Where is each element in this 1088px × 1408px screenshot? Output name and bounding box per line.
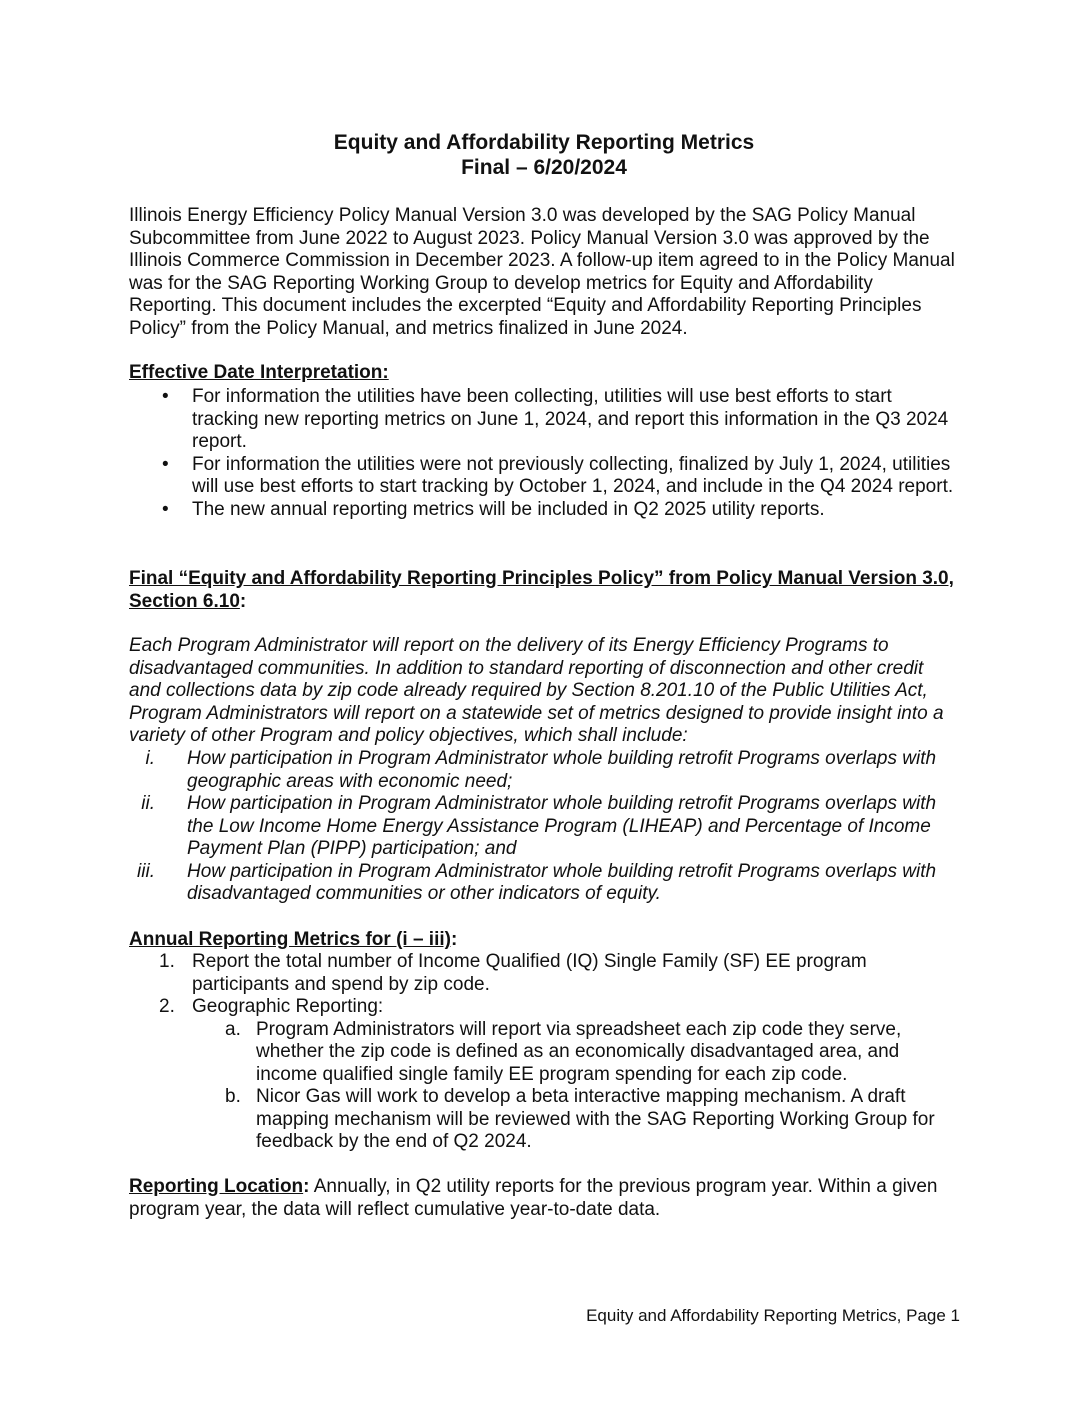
annual-metrics-list: [129, 951, 959, 1154]
list-item: [129, 951, 959, 996]
list-item-text: Report the total number of Income Qualified (IQ) Single Family (SF) EE program participants and spend by zip code.: [192, 951, 867, 995]
annual-metrics-heading-text: Annual Reporting Metrics for (i – iii): [129, 929, 451, 950]
list-item-number: i.: [145, 748, 155, 769]
list-item-number: ii.: [141, 793, 155, 814]
reporting-location-text: Annually, in Q2 utility reports for the previous program year. Within a given program year, the data will reflect cumulative year-to-date data.: [129, 1176, 938, 1220]
policy-heading-colon: :: [239, 590, 247, 612]
list-subitem-letter: a.: [225, 1018, 241, 1040]
policy-paragraph: Each Program Administrator will report on the delivery of its Energy Efficiency Programs to disadvantaged communities. In addition to standard reporting of disconnection and other credit and collections data by zip code already required by Section 8.201.10 of the Public Utilities Act, Program Administrators will report on a statewide set of metrics designed to provide insight into a variety of other Program and policy objectives, which shall include:: [129, 635, 944, 746]
reporting-location-heading: Reporting Location: [129, 1176, 304, 1197]
list-subitem-text: Program Administrators will report via spreadsheet each zip code they serve, whether the zip code is defined as an economically disadvantaged area, and income qualified single family EE program spending for each zip code.: [256, 1018, 902, 1085]
effective-date-heading: [129, 362, 389, 385]
list-item-text: Geographic Reporting:: [192, 996, 384, 1017]
list-subitem: [129, 1019, 959, 1087]
list-subitem: [129, 1086, 959, 1154]
list-item: [129, 748, 959, 793]
list-item: [129, 861, 959, 906]
annual-metrics-heading-colon: :: [450, 929, 458, 950]
list-item-number: iii.: [137, 860, 155, 882]
list-item-text: How participation in Program Administrator whole building retrofit Programs overlaps with the Low Income Home Energy Assistance Program (LIHEAP) and Percentage of Income Payment Plan (PIPP) participation; and: [187, 793, 937, 859]
list-subitem-text: Nicor Gas will work to develop a beta interactive mapping mechanism. A draft mapping mechanism will be reviewed with the SAG Reporting Working Group for feedback by the end of Q2 2024.: [256, 1086, 935, 1152]
intro-paragraph: Illinois Energy Efficiency Policy Manual Version 3.0 was developed by the SAG Policy Manual Subcommittee from June 2022 to August 2023. Policy Manual Version 3.0 was approved by the Illinois Commerce Commission in December 2023. A follow-up item agreed to in the Policy Manual was for the SAG Reporting Working Group to develop metrics for Equity and Affordability Reporting. This document includes the excerpted “Equity and Affordability Reporting Principles Policy” from the Policy Manual, and metrics finalized in June 2024.: [129, 205, 955, 339]
annual-metrics-heading: [129, 929, 457, 952]
list-item-number: 2.: [159, 996, 175, 1017]
page-footer: Equity and Affordability Reporting Metrics, Page 1: [586, 1306, 960, 1325]
document-subtitle: Final – 6/20/2024: [461, 156, 627, 179]
reporting-location-paragraph: [129, 1176, 959, 1221]
list-item: • For information the utilities were not previously collecting, finalized by July 1, 2024, utilities will use best efforts to start tracking by October 1, 2024, and include in the Q4 2024 report.: [129, 454, 959, 499]
list-item-text: How participation in Program Administrator whole building retrofit Programs overlaps with disadvantaged communities or other indicators of equity.: [187, 860, 937, 904]
list-item-number: 1.: [159, 951, 175, 972]
list-item: • For information the utilities have been collecting, utilities will use best efforts to start tracking new reporting metrics on June 1, 2024, and report this information in the Q3 2024 report.: [129, 386, 959, 454]
list-item: [129, 793, 959, 861]
list-item: • The new annual reporting metrics will be included in Q2 2025 utility reports.: [129, 499, 959, 522]
list-item-text: How participation in Program Administrator whole building retrofit Programs overlaps with geographic areas with economic need;: [187, 748, 937, 792]
document-title: Equity and Affordability Reporting Metrics: [333, 131, 755, 154]
list-subitem-letter: b.: [225, 1086, 241, 1107]
policy-items-list: [129, 748, 959, 906]
effective-date-list: [129, 386, 959, 521]
reporting-location-colon: :: [303, 1176, 310, 1197]
policy-heading-text: Final “Equity and Affordability Reporting Principles Policy” from Policy Manual Version 3.0, Section 6.10: [129, 568, 954, 612]
list-item: [129, 996, 959, 1019]
effective-date-heading-text: Effective Date Interpretation:: [129, 362, 389, 383]
policy-heading: [129, 568, 959, 613]
